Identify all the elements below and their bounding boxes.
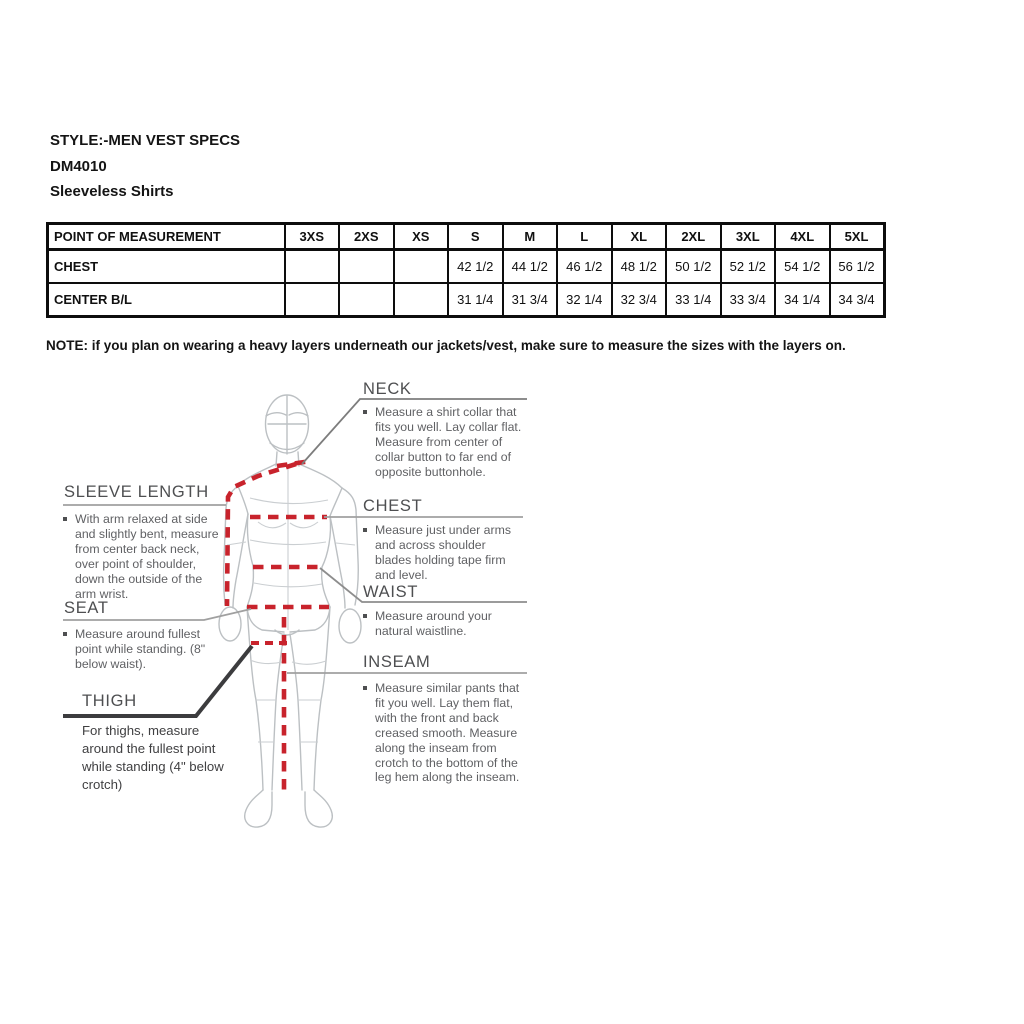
seat-label: SEAT [64,599,109,617]
size-cell: 52 1/2 [721,250,776,284]
column-header: S [448,224,503,250]
size-cell: 31 1/4 [448,283,503,317]
neck-description: Measure a shirt collar that fits you well. Lay collar flat. Measure from center of collar button to far end of opposite buttonhole. [375,405,522,479]
size-cell: 54 1/2 [775,250,830,284]
section-neck [363,380,527,399]
size-cell: 46 1/2 [557,250,612,284]
thigh-description: For thighs, measure around the fullest point while standing (4" below crotch) [82,723,224,792]
size-cell: 34 1/4 [775,283,830,317]
column-header: 3XS [285,224,340,250]
style-title: STYLE:-MEN VEST SPECS [50,132,241,149]
section-inseam-desc [363,681,523,785]
column-header: 5XL [830,224,885,250]
size-cell: 34 3/4 [830,283,885,317]
bullet-icon [363,528,367,532]
sleeve-length-description: With arm relaxed at side and slightly bent, measure from center back neck, over point of shoulder, down the outside of the arm wrist. [75,512,219,601]
column-header: XS [394,224,449,250]
sleeve-length-label: SLEEVE LENGTH [64,483,209,501]
section-waist-desc [363,609,513,639]
size-cell: 32 1/4 [557,283,612,317]
thigh-label: THIGH [82,692,137,710]
section-chest [363,497,527,516]
size-cell: 33 3/4 [721,283,776,317]
size-cell: 44 1/2 [503,250,558,284]
section-waist [363,583,527,602]
column-header: 2XS [339,224,394,250]
section-seat [64,599,232,618]
column-header: M [503,224,558,250]
section-sleeve-length [64,483,232,502]
size-cell: 50 1/2 [666,250,721,284]
size-cell: 56 1/2 [830,250,885,284]
section-chest-desc [363,523,523,583]
row-label: CENTER B/L [48,283,285,317]
section-thigh-desc [82,722,240,794]
size-cell: 32 3/4 [612,283,667,317]
bullet-icon [363,686,367,690]
column-header: POINT OF MEASUREMENT [48,224,285,250]
waist-label: WAIST [363,583,419,601]
section-neck-desc [363,405,523,480]
size-cell: 42 1/2 [448,250,503,284]
chest-label: CHEST [363,497,423,515]
bullet-icon [363,410,367,414]
column-header: 3XL [721,224,776,250]
seat-description: Measure around fullest point while standing. (8" below waist). [75,627,206,671]
column-header: XL [612,224,667,250]
size-cell: 48 1/2 [612,250,667,284]
chest-description: Measure just under arms and across shoulder blades holding tape firm and level. [375,523,512,582]
measurement-lines [227,461,329,797]
section-inseam [363,653,527,672]
product-type: Sleeveless Shirts [50,183,174,200]
neck-label: NECK [363,380,412,398]
row-label: CHEST [48,250,285,284]
section-thigh [82,692,202,711]
waist-description: Measure around your natural waistline. [375,609,492,638]
column-header: 4XL [775,224,830,250]
size-cell: 31 3/4 [503,283,558,317]
bullet-icon [363,614,367,618]
bullet-icon [63,517,67,521]
column-header: L [557,224,612,250]
bullet-icon [63,632,67,636]
note-text: NOTE: if you plan on wearing a heavy layers underneath our jackets/vest, make sure to measure the sizes with the layers on. [46,338,846,353]
model-number: DM4010 [50,157,107,175]
section-sleeve-length-desc [63,512,226,601]
section-seat-desc [63,627,213,672]
inseam-label: INSEAM [363,653,431,671]
column-header: 2XL [666,224,721,250]
inseam-description: Measure similar pants that fit you well. Lay them flat, with the front and back creased smooth. Measure along the inseam from crotch to the bottom of the leg hem along the inseam. [375,681,520,785]
size-cell: 33 1/4 [666,283,721,317]
